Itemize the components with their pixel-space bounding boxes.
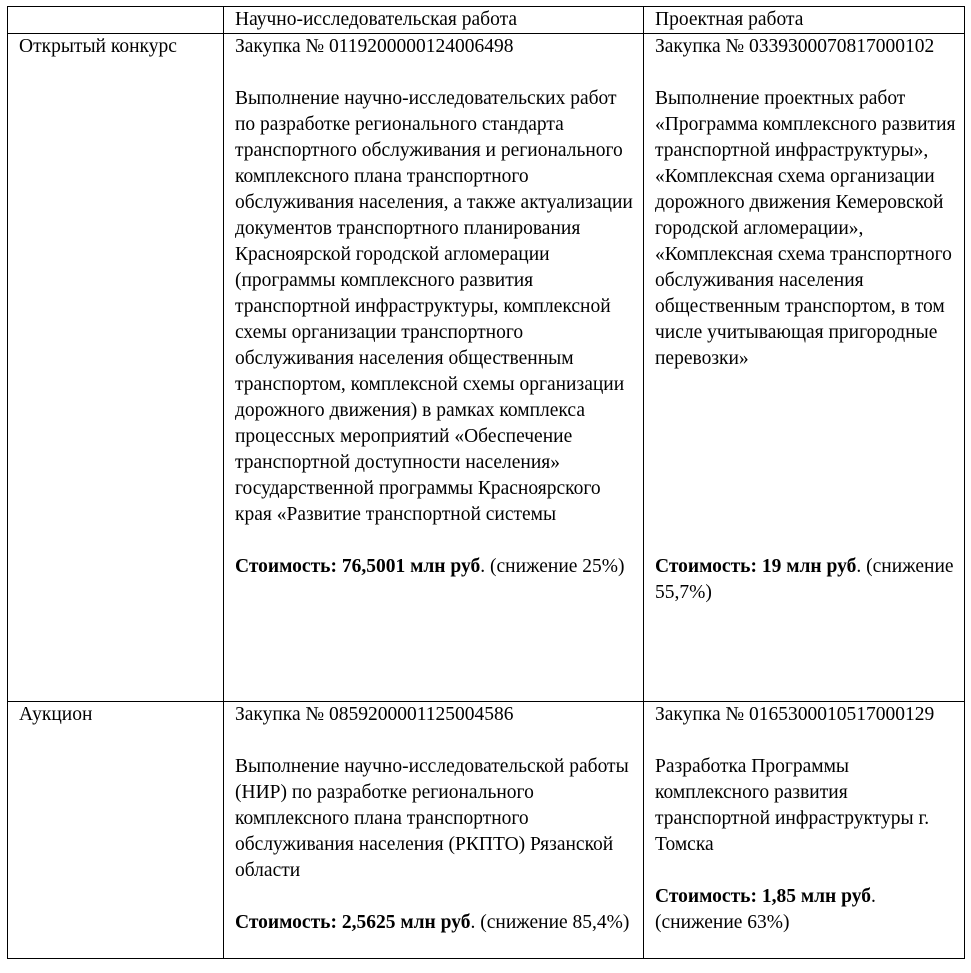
cost-label: Стоимость: 2,5625 млн руб bbox=[235, 912, 471, 933]
cost-note: . (снижение 85,4%) bbox=[470, 912, 630, 933]
purchase-number: Закупка № 0119200000124006498 bbox=[235, 36, 514, 57]
nir-cell bbox=[224, 702, 644, 959]
proj-cell bbox=[644, 702, 965, 959]
purchase-number: Закупка № 0859200001125004586 bbox=[235, 704, 514, 725]
table-row bbox=[8, 34, 965, 702]
cost-note: . (снижение 63%) bbox=[655, 886, 876, 933]
cost-line bbox=[235, 910, 639, 936]
nir-cell bbox=[224, 34, 644, 702]
table-header-row bbox=[8, 7, 965, 34]
cost-note: . (снижение 25%) bbox=[480, 556, 625, 577]
work-description: Выполнение проектных работ «Программа комплексного развития транспортной инфраструктуры», «Комплексная схема организации дорожного движения Кемеровской городской агломерации», «Комплексная схема транспортного обслуживания населения общественным транспортом, в том числе учитывающая пригородные перевозки» bbox=[655, 88, 956, 369]
work-description: Выполнение научно-исследовательской работы (НИР) по разработке регионального комплексного плана транспортного обслуживания населения (РКПТО) Рязанской области bbox=[235, 756, 629, 881]
cost-line bbox=[235, 554, 639, 580]
work-description: Выполнение научно-исследовательских работ по разработке регионального стандарта транспортного обслуживания и регионального комплексного плана транспортного обслуживания населения, а также актуализации документов транспортного планирования Красноярской городской агломерации (программы комплексного развития транспортной инфраструктуры, комплексной схемы организации транспортного обслуживания населения общественным транспортом, комплексной схемы организации дорожного движения) в рамках комплекса процессных мероприятий «Обеспечение транспортной доступности населения» государственной программы Красноярского края «Развитие транспортной системы bbox=[235, 88, 633, 525]
header-corner-cell bbox=[8, 7, 224, 34]
cost-label: Стоимость: 1,85 млн руб bbox=[655, 886, 871, 907]
cost-note: . (снижение 55,7%) bbox=[655, 556, 954, 603]
work-description: Разработка Программы комплексного развития транспортной инфраструктуры г. Томска bbox=[655, 756, 930, 855]
proj-cell bbox=[644, 34, 965, 702]
header-proj-cell: Проектная работа bbox=[644, 7, 965, 34]
procurement-type-cell: Открытый конкурс bbox=[8, 34, 224, 702]
cost-label: Стоимость: 76,5001 млн руб bbox=[235, 556, 481, 577]
cost-line bbox=[655, 884, 960, 936]
purchase-number: Закупка № 0165300010517000129 bbox=[655, 704, 935, 725]
purchase-number: Закупка № 0339300070817000102 bbox=[655, 36, 935, 57]
cost-label: Стоимость: 19 млн руб bbox=[655, 556, 857, 577]
procurement-type-cell: Аукцион bbox=[8, 702, 224, 959]
header-nir-cell: Научно-исследовательская работа bbox=[224, 7, 644, 34]
table-row bbox=[8, 702, 965, 959]
procurement-comparison-table bbox=[7, 6, 965, 959]
cost-line bbox=[655, 554, 960, 606]
